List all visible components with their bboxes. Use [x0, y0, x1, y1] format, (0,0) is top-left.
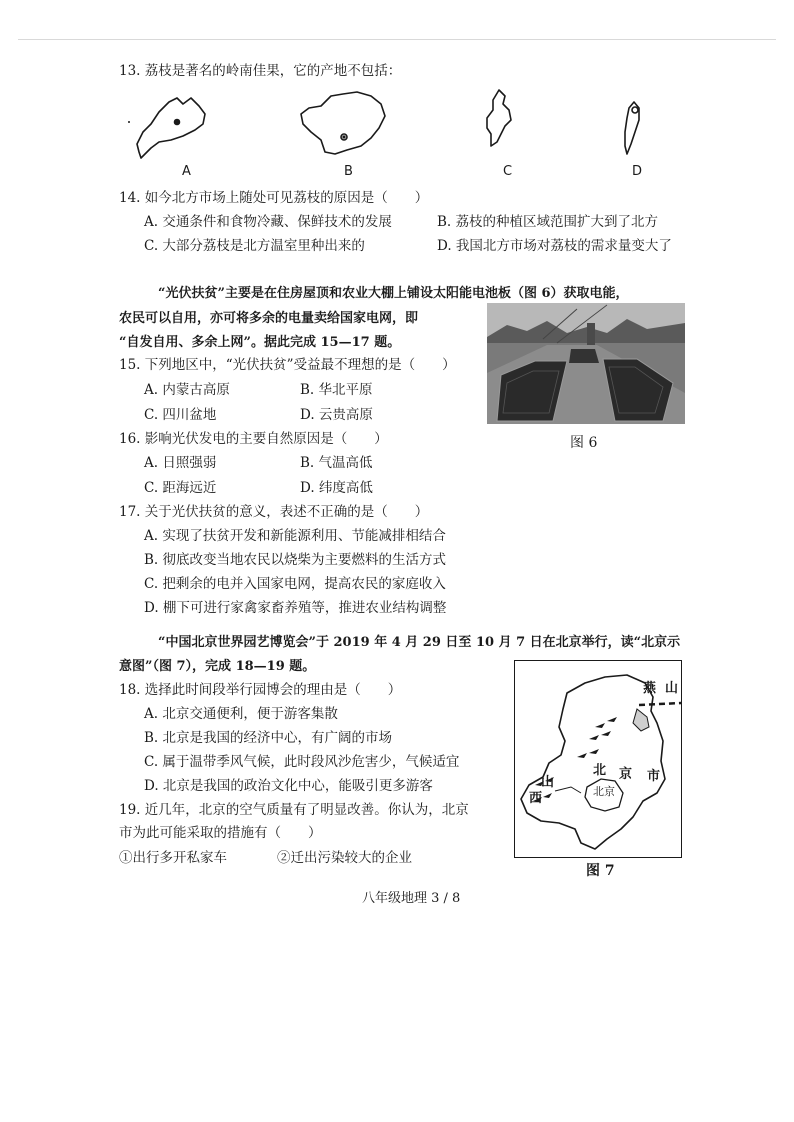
- page-top-edge: [18, 39, 776, 40]
- fig6-caption: 图 6: [570, 435, 598, 451]
- map-label-beijing-city: 北京: [593, 785, 615, 798]
- page-footer: 八年级地理 3 / 8: [362, 891, 461, 906]
- q14-option-b[interactable]: B. 荔枝的种植区域范围扩大到了北方: [437, 214, 659, 230]
- q14-option-a[interactable]: A. 交通条件和食物冷藏、保鲜技术的发展: [144, 214, 392, 230]
- q17-option-d[interactable]: D. 棚下可进行家禽家畜养殖等，推进农业结构调整: [144, 600, 447, 616]
- q19-stem-line2: 市为此可能采取的措施有（ ）: [119, 825, 322, 841]
- q18-option-d[interactable]: D. 北京是我国的政治文化中心，能吸引更多游客: [144, 778, 433, 794]
- q13-option-a[interactable]: A: [182, 164, 191, 179]
- map-label-yan: 燕: [643, 681, 657, 696]
- q17-stem: 17. 关于光伏扶贫的意义，表述不正确的是（ ）: [119, 504, 429, 520]
- q18-stem: 18. 选择此时间段举行园博会的理由是（ ）: [119, 682, 402, 698]
- passage2-line1: “中国北京世界园艺博览会”于 2019 年 4 月 29 日至 10 月 7 日在北京举行，读“北京示: [158, 635, 681, 650]
- province-shape-b: [301, 92, 385, 154]
- q14-option-c[interactable]: C. 大部分荔枝是北方温室里种出来的: [144, 238, 365, 254]
- q15-option-b[interactable]: B. 华北平原: [300, 382, 373, 398]
- map-label-xi: 西: [529, 791, 543, 806]
- q19-option-1[interactable]: ①出行多开私家车: [119, 850, 227, 866]
- province-shape-a: [137, 98, 205, 158]
- q19-stem-line1: 19. 近几年，北京的空气质量有了明显改善。你认为，北京: [119, 802, 469, 818]
- map-label-bei: 北: [593, 763, 607, 778]
- passage1-line1: “光伏扶贫”主要是在住房屋顶和农业大棚上铺设太阳能电池板（图 6）获取电能，: [158, 286, 629, 301]
- q13-option-b[interactable]: B: [344, 164, 353, 179]
- q18-option-a[interactable]: A. 北京交通便利，便于游客集散: [144, 706, 338, 722]
- q19-option-2[interactable]: ②迁出污染较大的企业: [277, 850, 412, 866]
- q15-option-d[interactable]: D. 云贵高原: [300, 407, 373, 423]
- q16-option-a[interactable]: A. 日照强弱: [144, 455, 217, 471]
- map-label-shan-north: 山: [665, 681, 679, 696]
- q17-option-c[interactable]: C. 把剩余的电并入国家电网，提高农民的家庭收入: [144, 576, 446, 592]
- q16-option-c[interactable]: C. 距海远近: [144, 480, 217, 496]
- fig7-caption: 图 7: [586, 863, 615, 879]
- q18-option-b[interactable]: B. 北京是我国的经济中心，有广阔的市场: [144, 730, 393, 746]
- solar-panel-photo: [487, 303, 685, 424]
- q15-option-c[interactable]: C. 四川盆地: [144, 407, 217, 423]
- passage1-line2: 农民可以自用，亦可将多余的电量卖给国家电网，即: [119, 311, 419, 326]
- map-label-shan-west: 山: [541, 775, 555, 790]
- q15-option-a[interactable]: A. 内蒙古高原: [144, 382, 230, 398]
- q17-option-b[interactable]: B. 彻底改变当地农民以烧柴为主要燃料的生活方式: [144, 552, 447, 568]
- q14-option-d[interactable]: D. 我国北方市场对荔枝的需求量变大了: [437, 238, 672, 254]
- q13-option-c[interactable]: C: [503, 164, 513, 179]
- q13-province-outlines: [125, 88, 675, 168]
- q16-option-d[interactable]: D. 纬度高低: [300, 480, 373, 496]
- q14-stem: 14. 如今北方市场上随处可见荔枝的原因是（ ）: [119, 190, 429, 206]
- map-label-jing: 京: [619, 767, 633, 782]
- q16-stem: 16. 影响光伏发电的主要自然原因是（ ）: [119, 431, 388, 447]
- province-shape-c: [487, 90, 511, 146]
- q13-option-d[interactable]: D: [632, 164, 643, 179]
- q16-option-b[interactable]: B. 气温高低: [300, 455, 373, 471]
- q13-stem: 13. 荔枝是著名的岭南佳果，它的产地不包括：: [119, 63, 402, 79]
- beijing-map: [514, 660, 682, 858]
- map-label-shi: 市: [647, 769, 661, 784]
- q18-option-c[interactable]: C. 属于温带季风气候，此时段风沙危害少，气候适宜: [144, 754, 460, 770]
- passage2-line2: 意图”（图 7），完成 18—19 题。: [119, 659, 316, 674]
- passage1-line3: “自发自用、多余上网”。据此完成 15—17 题。: [119, 335, 401, 350]
- q15-stem: 15. 下列地区中，“光伏扶贫”受益最不理想的是（ ）: [119, 357, 456, 373]
- q17-option-a[interactable]: A. 实现了扶贫开发和新能源利用、节能减排相结合: [144, 528, 446, 544]
